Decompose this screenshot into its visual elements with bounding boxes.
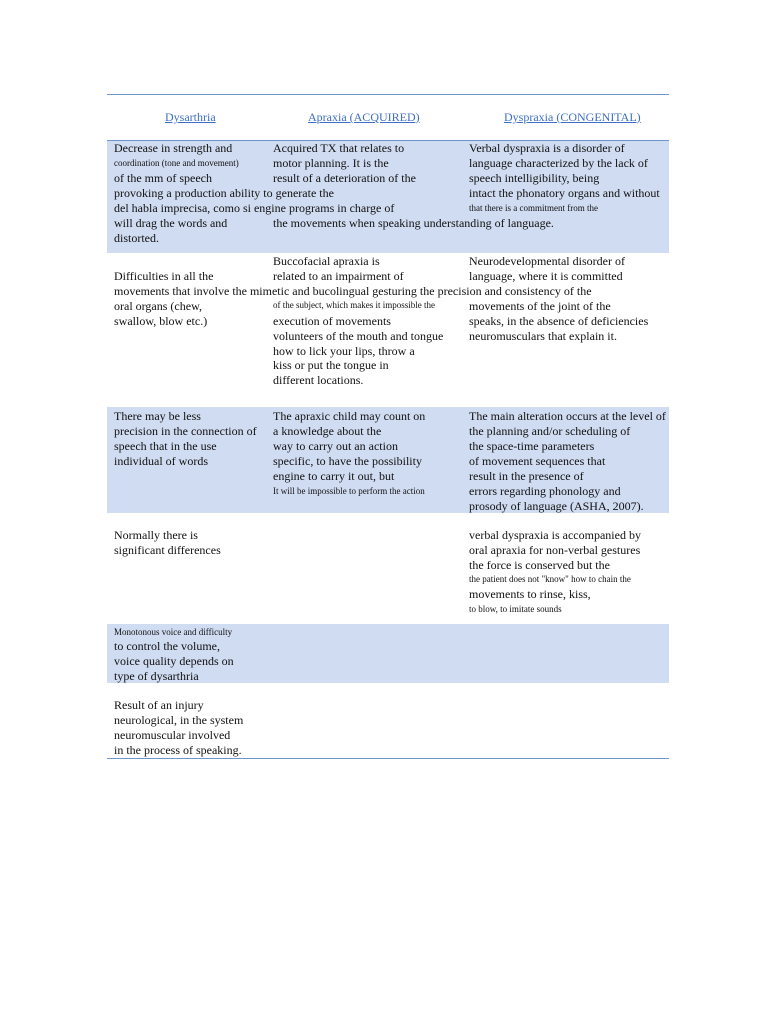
header-apraxia: Apraxia (ACQUIRED) bbox=[308, 110, 420, 124]
cell-line: Decrease in strength and bbox=[114, 141, 233, 155]
cell-line: how to lick your lips, throw a bbox=[273, 344, 415, 358]
cell-line: voice quality depends on bbox=[114, 654, 234, 668]
cell-line: neuromusculars that explain it. bbox=[469, 329, 617, 343]
cell-line: motor planning. It is the bbox=[273, 156, 389, 170]
comparison-table bbox=[107, 94, 669, 759]
cell-line: The main alteration occurs at the level of bbox=[469, 409, 666, 423]
cell-line: Monotonous voice and difficulty bbox=[114, 627, 233, 637]
cell-line: result in the presence of bbox=[469, 469, 584, 483]
cell-line: provoking a production ability to generate the bbox=[114, 186, 334, 200]
cell-line: coordination (tone and movement) bbox=[114, 158, 239, 168]
cell-line: distorted. bbox=[114, 231, 159, 245]
cell-line: swallow, blow etc.) bbox=[114, 314, 208, 328]
cell-line: of movement sequences that bbox=[469, 454, 606, 468]
cell-line: of the mm of speech bbox=[114, 171, 212, 185]
cell-line: oral apraxia for non-verbal gestures bbox=[469, 543, 641, 557]
cell-line: movements to rinse, kiss, bbox=[469, 587, 591, 601]
cell-line: precision in the connection of bbox=[114, 424, 257, 438]
cell-line: different locations. bbox=[273, 373, 364, 387]
cell-line: Buccofacial apraxia is bbox=[273, 254, 380, 268]
cell-line: neuromuscular involved bbox=[114, 728, 231, 742]
cell-line: to control the volume, bbox=[114, 639, 220, 653]
cell-line: speech that in the use bbox=[114, 439, 217, 453]
cell-line: result of a deterioration of the bbox=[273, 171, 416, 185]
cell-line: prosody of language (ASHA, 2007). bbox=[469, 499, 644, 513]
cell-line: kiss or put the tongue in bbox=[273, 358, 389, 372]
cell-line: to blow, to imitate sounds bbox=[469, 604, 562, 614]
cell-line: type of dysarthria bbox=[114, 669, 199, 683]
cell-line: that there is a commitment from the bbox=[469, 203, 598, 213]
cell-line: The apraxic child may count on bbox=[273, 409, 426, 423]
cell-line: errors regarding phonology and bbox=[469, 484, 621, 498]
header-dysarthria: Dysarthria bbox=[165, 110, 216, 124]
cell-line: will drag the words and bbox=[114, 216, 228, 230]
cell-line: language characterized by the lack of bbox=[469, 156, 648, 170]
cell-line: intact the phonatory organs and without bbox=[469, 186, 660, 200]
cell-line: verbal dyspraxia is accompanied by bbox=[469, 528, 641, 542]
cell-line: It will be impossible to perform the action bbox=[273, 486, 425, 496]
cell-line: significant differences bbox=[114, 543, 221, 557]
cell-line: Neurodevelopmental disorder of bbox=[469, 254, 625, 268]
cell-line: specific, to have the possibility bbox=[273, 454, 422, 468]
cell-line: speaks, in the absence of deficiencies bbox=[469, 314, 649, 328]
cell-line: a knowledge about the bbox=[273, 424, 382, 438]
cell-line: Normally there is bbox=[114, 528, 198, 542]
cell-line: Result of an injury bbox=[114, 698, 204, 712]
cell-line: the patient does not "know" how to chain the bbox=[469, 574, 631, 584]
cell-line: language, where it is committed bbox=[469, 269, 623, 283]
cell-line: of the subject, which makes it impossible the bbox=[273, 300, 435, 310]
cell-line: volunteers of the mouth and tongue bbox=[273, 329, 444, 343]
cell-line: Acquired TX that relates to bbox=[273, 141, 405, 155]
cell-line: del habla imprecisa, como si engine programs in charge of bbox=[114, 201, 395, 215]
header-dyspraxia: Dyspraxia (CONGENITAL) bbox=[504, 110, 641, 124]
cell-line: the space-time parameters bbox=[469, 439, 595, 453]
cell-line: oral organs (chew, bbox=[114, 299, 202, 313]
cell-line: the movements when speaking understanding of language. bbox=[273, 216, 554, 230]
cell-line: the force is conserved but the bbox=[469, 558, 610, 572]
cell-line: the planning and/or scheduling of bbox=[469, 424, 631, 438]
cell-line: engine to carry it out, but bbox=[273, 469, 395, 483]
cell-line: in the process of speaking. bbox=[114, 743, 242, 757]
cell-line: individual of words bbox=[114, 454, 208, 468]
cell-line: related to an impairment of bbox=[273, 269, 404, 283]
table-top-rule bbox=[107, 94, 669, 95]
cell-line: movements of the joint of the bbox=[469, 299, 611, 313]
cell-line: Difficulties in all the bbox=[114, 269, 214, 283]
cell-line: neurological, in the system bbox=[114, 713, 244, 727]
cell-line: speech intelligibility, being bbox=[469, 171, 600, 185]
cell-line: Verbal dyspraxia is a disorder of bbox=[469, 141, 625, 155]
cell-line: execution of movements bbox=[273, 314, 391, 328]
cell-line: movements that involve the mimetic and bucolingual gesturing the precision and consistency of the bbox=[114, 284, 592, 298]
table-bottom-rule bbox=[107, 758, 669, 759]
cell-line: There may be less bbox=[114, 409, 201, 423]
cell-line: way to carry out an action bbox=[273, 439, 398, 453]
